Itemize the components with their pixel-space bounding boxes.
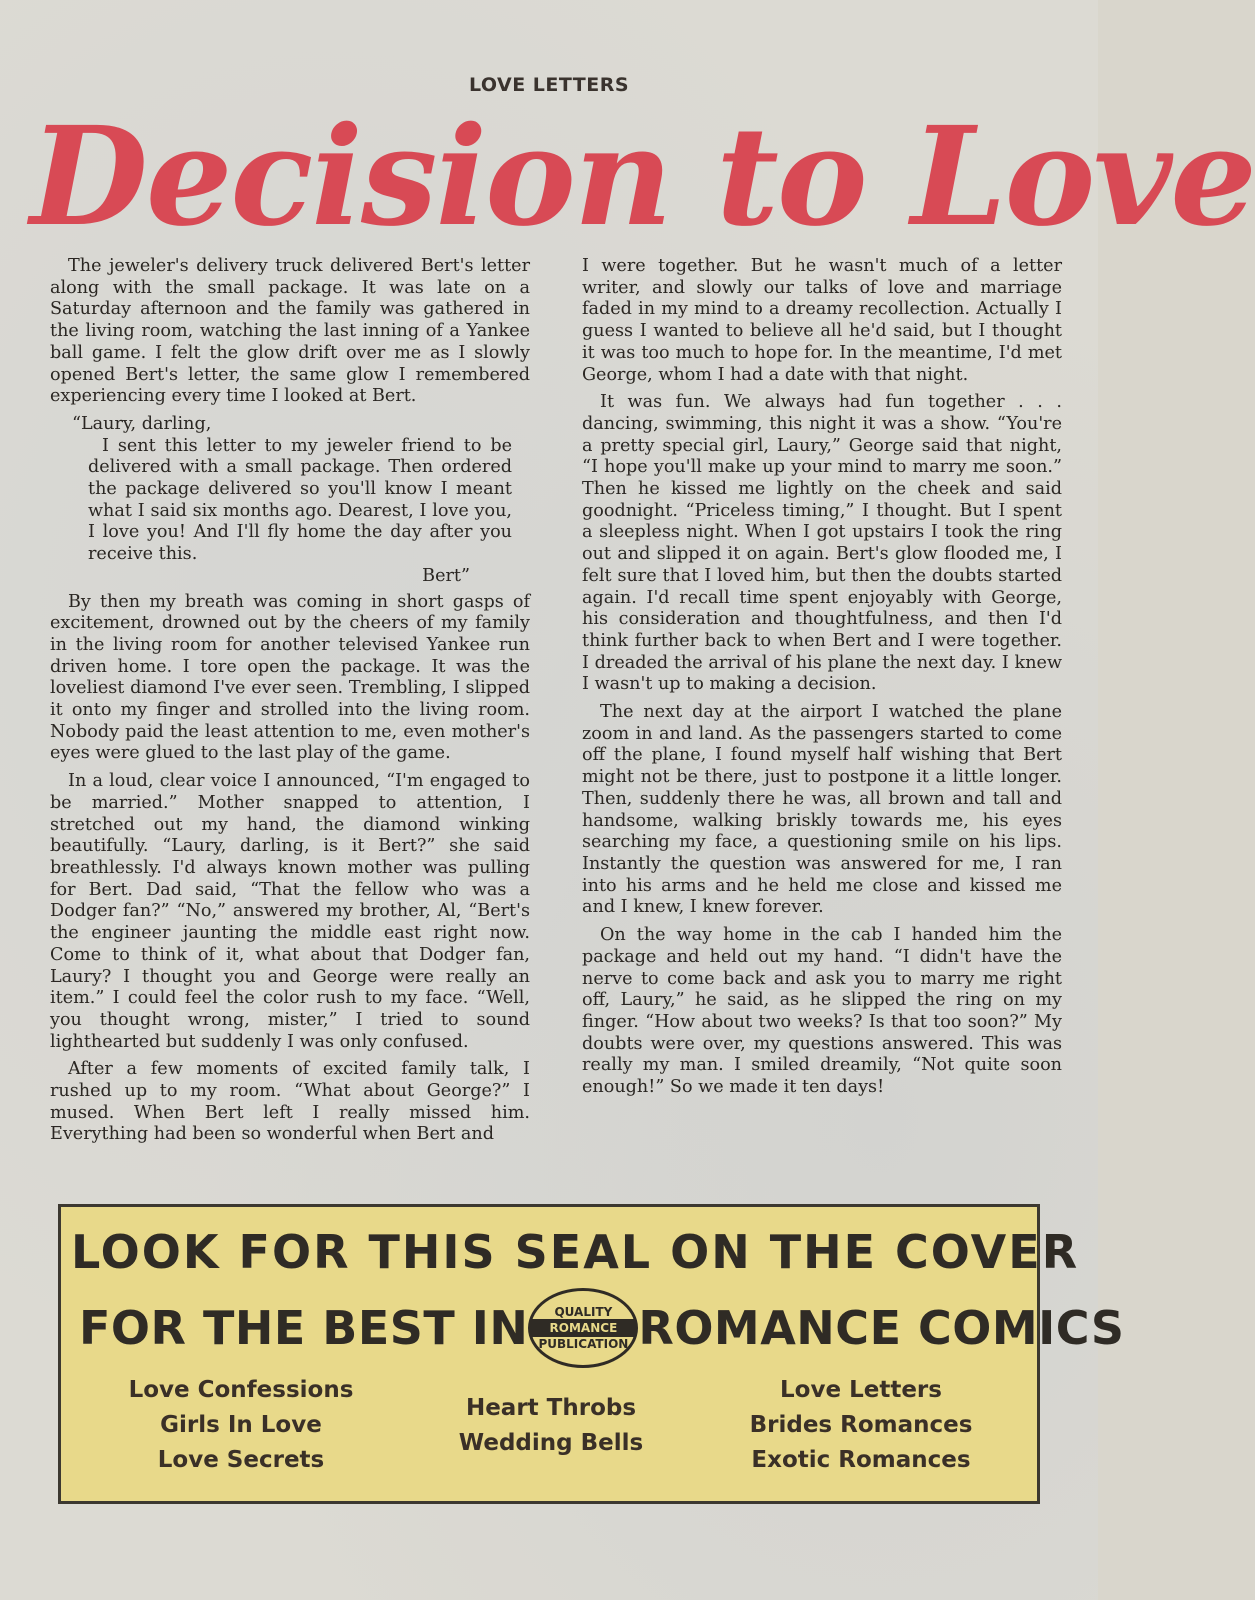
- right-text-column: [582, 256, 1062, 1105]
- paragraph: I were together. But he wasn't much of a letter writer, and slowly our talks of love and marriage faded in my mind to a dreamy recollection. Actually I guess I wanted to believe all he'd said, but I thought it was too much to hope for. In the meantime, I'd met George, whom I had a date with that night.: [582, 256, 1062, 385]
- paragraph: By then my breath was coming in short gasps of excitement, drowned out by the cheers of my family in the living room for another televised Yankee run driven home. I tore open the package. It was the loveliest diamond I've ever seen. Trembling, I slipped it onto my finger and strolled into the living room. Nobody paid the least attention to me, even mother's eyes were glued to the last play of the game.: [50, 591, 530, 764]
- ad-line2-left: FOR THE BEST IN: [79, 1301, 529, 1355]
- letter-body: I sent this letter to my jeweler friend to be delivered with a small package. Then ordered the package delivered so you'll know I meant what I said six months ago. Dearest, I love you, I love you! And I'll fly home the day after you receive this.: [88, 435, 512, 565]
- comic-title: Exotic Romances: [751, 1447, 971, 1473]
- story-title: Decision to Love: [30, 97, 1255, 257]
- comic-title: Brides Romances: [749, 1412, 973, 1438]
- comic-title: Girls In Love: [160, 1412, 322, 1438]
- seal-middle-text: ROMANCE: [531, 1319, 635, 1337]
- seal-bottom-text: PUBLICATION: [538, 1337, 629, 1351]
- seal-advertisement: [58, 1204, 1125, 1504]
- letter-signature: Bert”: [422, 565, 470, 586]
- ad-subheadline: [79, 1293, 1125, 1363]
- titles-group-right: [741, 1373, 981, 1478]
- magazine-header: LOVE LETTERS: [468, 74, 630, 96]
- left-text-column: [50, 256, 530, 1152]
- paragraph: On the way home in the cab I handed him the package and held out my hand. “I didn't have the nerve to come back and ask you to marry me right off, Laury,” he said, as he slipped the ring on my finger. “How about two weeks? Is that too soon?” My doubts were over, my questions answered. This was really my man. I smiled dreamily, “Not quite soon enough!” So we made it ten days!: [582, 925, 1062, 1098]
- seal-top-text: QUALITY: [554, 1305, 613, 1319]
- paragraph: The jeweler's delivery truck delivered Bert's letter along with the small package. It was late on a Saturday afternoon and the family was gathered in the living room, watching the last inning of a Yankee ball game. I felt the glow drift over me as I slowly opened Bert's letter, the same glow I remembered experiencing every time I looked at Bert.: [50, 256, 530, 407]
- comic-titles-list: [61, 1373, 1037, 1493]
- comic-title: Wedding Bells: [458, 1430, 644, 1456]
- ad-line2-right: ROMANCE COMICS: [638, 1301, 1125, 1355]
- letter-salutation: “Laury, darling,: [72, 413, 212, 434]
- ad-headline: LOOK FOR THIS SEAL ON THE COVER: [71, 1225, 1080, 1279]
- titles-group-center: [431, 1391, 671, 1461]
- paragraph: In a loud, clear voice I announced, “I'm engaged to be married.” Mother snapped to attention, I stretched out my hand, the diamond winking beautifully. “Laury, darling, is it Bert?” she said breathlessly. I'd always known mother was pulling for Bert. Dad said, “That the fellow who was a Dodger fan?” “No,” answered my brother, Al, “Bert's the engineer jaunting the middle east right now. Come to think of it, what about that Dodger fan, Laury? I thought you and George were really an item.” I could feel the color rush to my face. “Well, you thought wrong, mister,” I tried to sound lighthearted but suddenly I was only confused.: [50, 771, 530, 1052]
- titles-group-left: [121, 1373, 361, 1478]
- quality-romance-seal-icon: [528, 1288, 638, 1368]
- paragraph: The next day at the airport I watched the plane zoom in and land. As the passengers started to come off the plane, I found myself half wishing that Bert might not be there, just to postpone it a little longer. Then, suddenly there he was, all brown and tall and handsome, walking briskly towards me, his eyes searching my face, a questioning smile on his lips. Instantly the question was answered for me, I ran into his arms and he held me close and kissed me and I knew, I knew forever.: [582, 702, 1062, 918]
- paragraph: After a few moments of excited family talk, I rushed up to my room. “What about George?” I mused. When Bert left I really missed him. Everything had been so wonderful when Bert and: [50, 1059, 530, 1145]
- comic-title: Love Letters: [780, 1377, 942, 1403]
- comic-title: Love Secrets: [157, 1447, 325, 1473]
- comic-title: Love Confessions: [128, 1377, 354, 1403]
- comic-title: Heart Throbs: [465, 1395, 637, 1421]
- paragraph: It was fun. We always had fun together . . . dancing, swimming, this night it was a show. “You're a pretty special girl, Laury,” George said that night, “I hope you'll make up your mind to marry me soon.” Then he kissed me lightly on the cheek and said goodnight. “Priceless timing,” I thought. But I spent a sleepless night. When I got upstairs I took the ring out and slipped it on again. Bert's glow flooded me, I felt sure that I loved him, but then the doubts started again. I'd recall time spent enjoyably with George, his consideration and thoughtfulness, and then I'd think further back to when Bert and I were together. I dreaded the arrival of his plane the next day. I knew I wasn't up to making a decision.: [582, 392, 1062, 695]
